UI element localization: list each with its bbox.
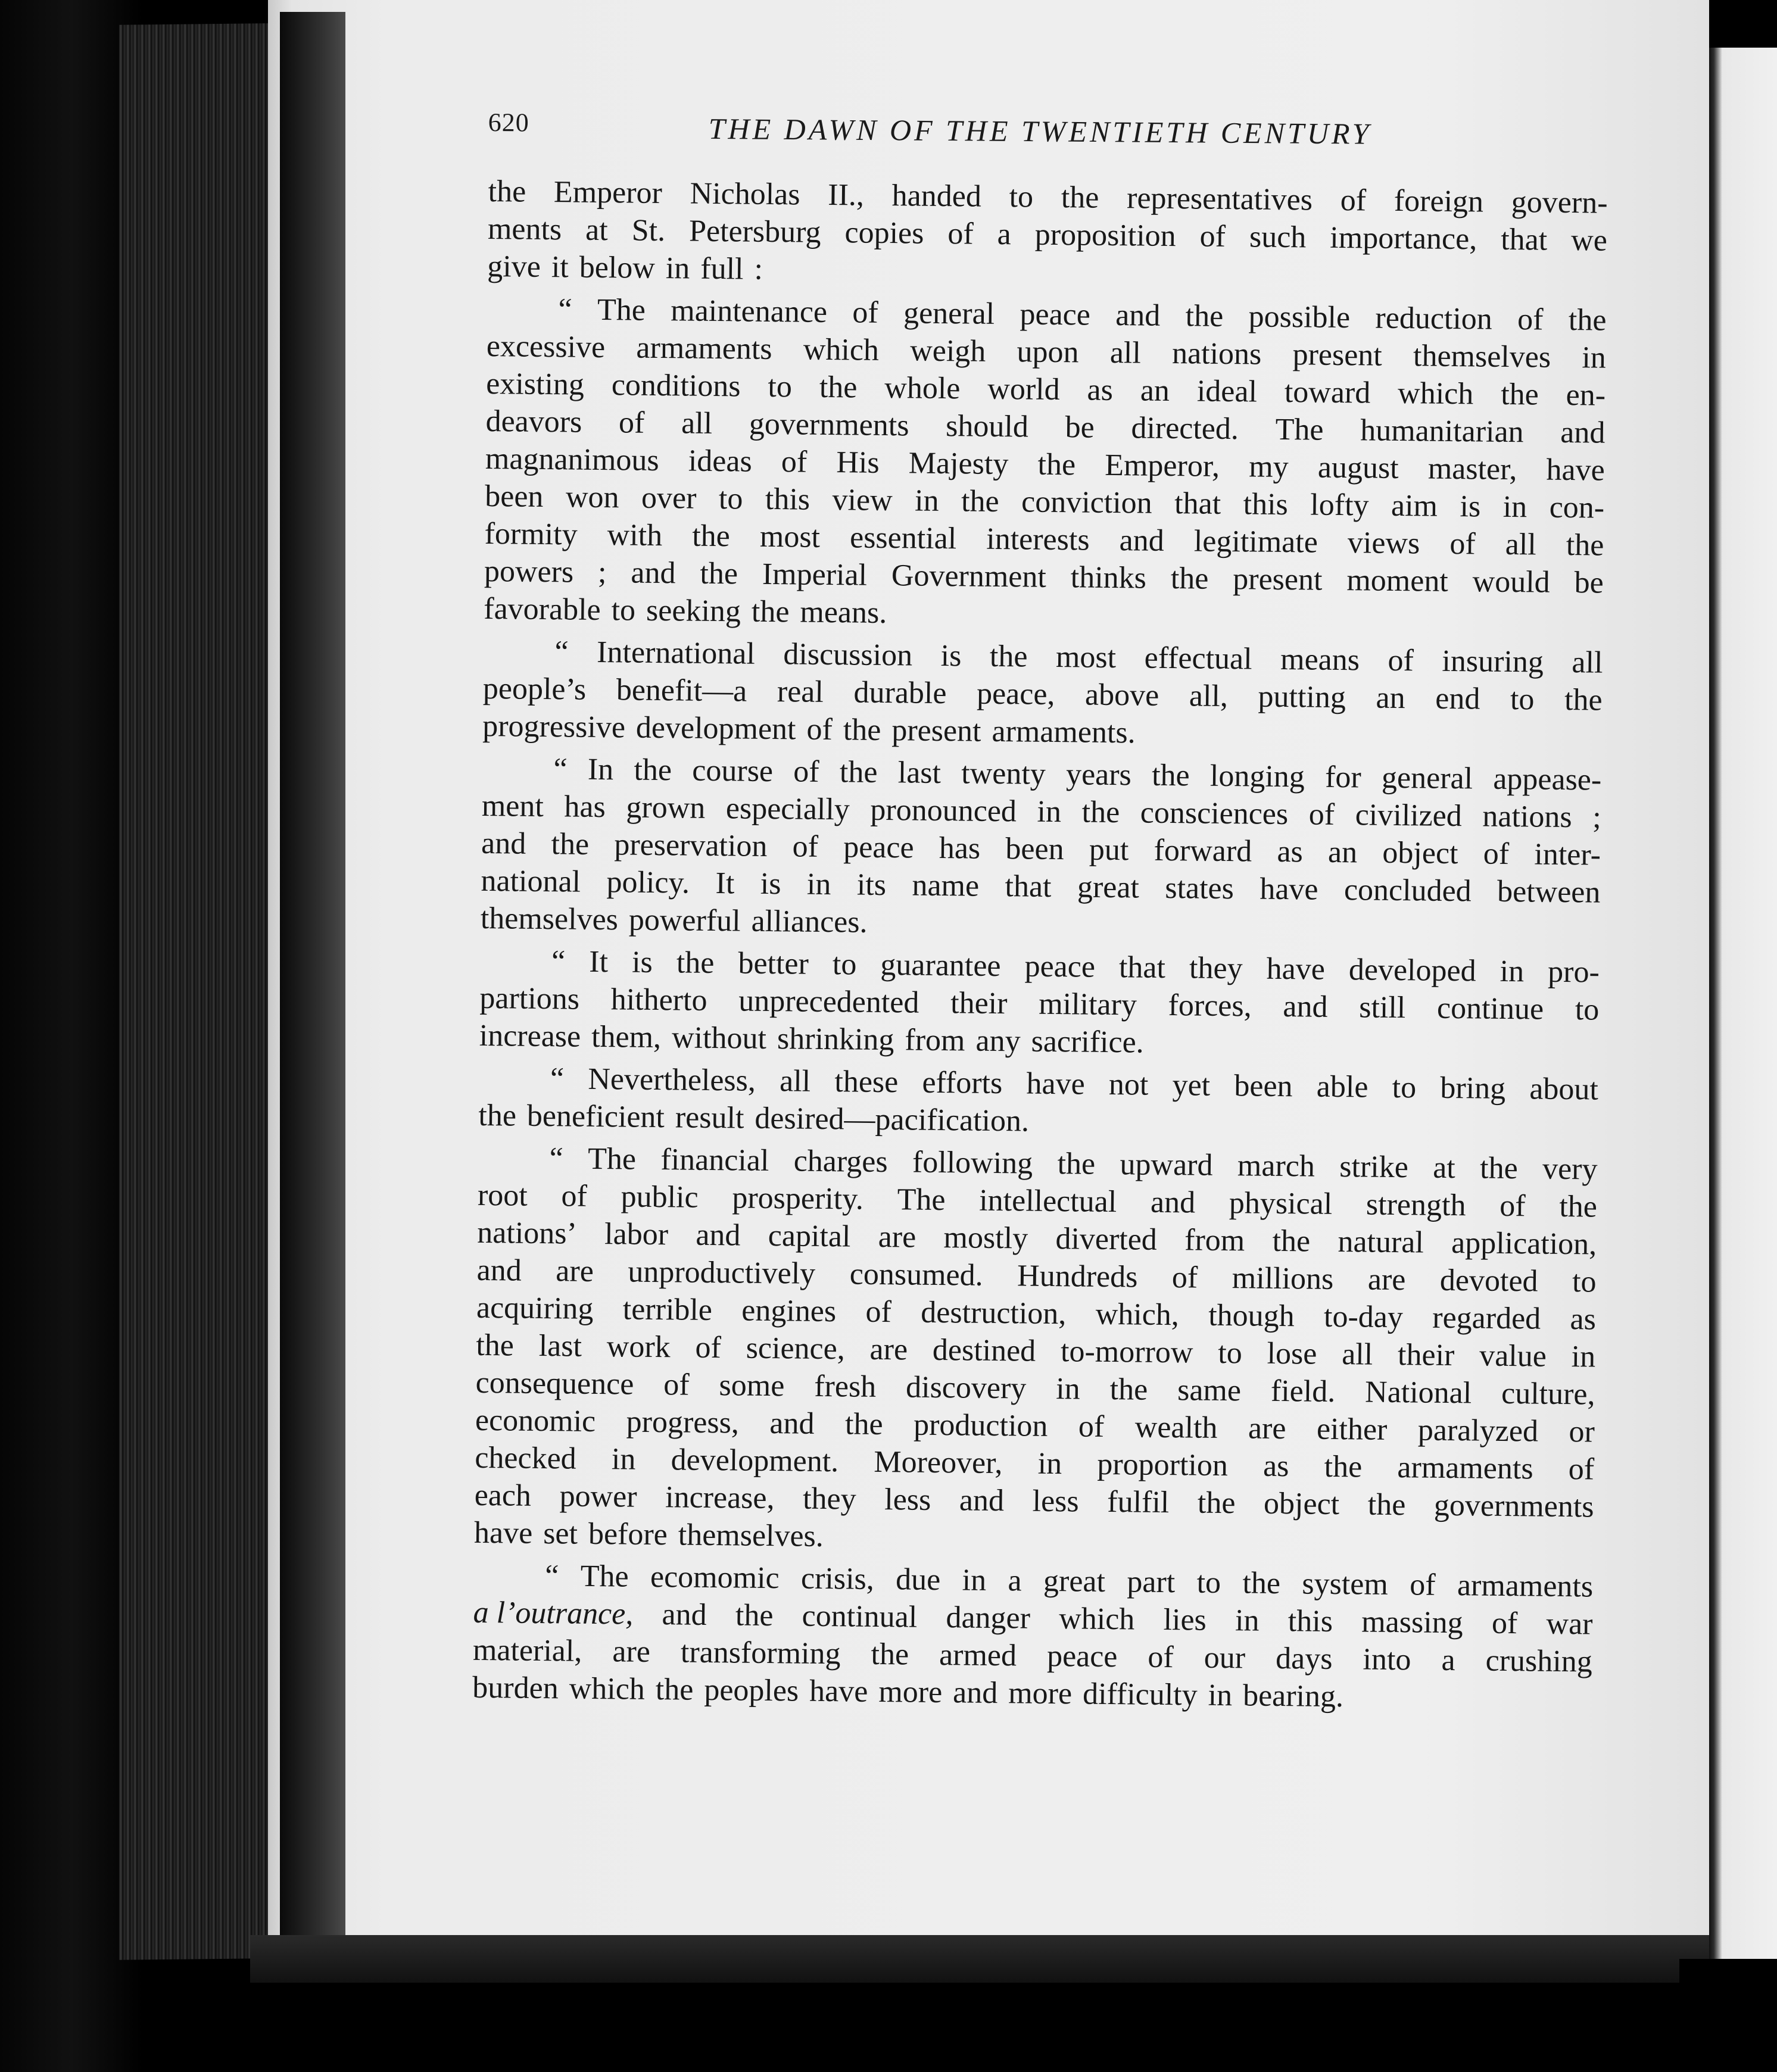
text-line: “ The financial charges following the upward march strike at the very xyxy=(549,1141,1598,1187)
text-line: each power increase, they less and less fulfil the object the governments xyxy=(474,1478,1594,1524)
text-line: have set before themselves. xyxy=(473,1515,824,1554)
text-line: excessive armaments which weigh upon all nations present themselves in xyxy=(486,329,1607,375)
text-line: a l’outrance, and the continual danger which lies in this massing of war xyxy=(473,1595,1593,1642)
text-line: deavors of all governments should be directed. The humanitarian and xyxy=(485,404,1605,450)
text-line: the beneficient result desired—pacification. xyxy=(478,1098,1030,1138)
body-text xyxy=(472,173,1608,1723)
page-number: 620 xyxy=(488,107,529,138)
text-line: national policy. It is in its name that great states have concluded between xyxy=(481,863,1601,910)
text-line: economic progress, and the production of wealth are either paralyzed or xyxy=(475,1403,1595,1449)
text-line: “ In the course of the last twenty years the longing for general appease- xyxy=(553,752,1602,797)
paragraph xyxy=(482,632,1603,757)
paragraph xyxy=(479,942,1600,1066)
paragraph xyxy=(472,1556,1594,1718)
paragraph xyxy=(474,1139,1598,1564)
text-line: “ The maintenance of general peace and the possible reduction of the xyxy=(558,292,1607,338)
text-line: progressive development of the present armaments. xyxy=(482,709,1136,750)
text-line: existing conditions to the whole world as an ideal toward which the en- xyxy=(485,366,1606,413)
text-line: material, are transforming the armed peace of our days into a crushing xyxy=(472,1633,1593,1679)
facing-page-shadow xyxy=(1679,1959,1777,2072)
text-line: themselves powerful alliances. xyxy=(480,901,868,940)
page-bottom-shadow xyxy=(250,1935,1709,1983)
text-line: been won over to this view in the conviction that this lofty aim is in con- xyxy=(485,479,1605,525)
paragraph xyxy=(481,750,1602,949)
text-line: consequence of some fresh discovery in the same field. National culture, xyxy=(475,1365,1595,1412)
text-line: “ The ecomomic crisis, due in a great part to the system of armaments xyxy=(545,1559,1594,1604)
text-line: nations’ labor and capital are mostly diverted from the natural application, xyxy=(477,1215,1597,1262)
paragraph xyxy=(478,1059,1598,1146)
text-line: give it below in full : xyxy=(487,249,763,286)
text-line: burden which the peoples have more and more difficulty in bearing. xyxy=(472,1670,1344,1714)
text-line: formity with the most essential interests and legitimate views of all the xyxy=(484,516,1604,563)
text-line: and are unproductively consumed. Hundreds of millions are devoted to xyxy=(476,1253,1597,1299)
paragraph xyxy=(484,290,1607,639)
text-line: partions hitherto unprecedented their military forces, and still continue to xyxy=(479,981,1600,1027)
text-line: checked in development. Moreover, in proportion as the armaments of xyxy=(475,1440,1595,1487)
running-title: THE DAWN OF THE TWENTIETH CENTURY xyxy=(708,111,1372,151)
text-line: increase them, without shrinking from any sacrifice. xyxy=(479,1018,1145,1060)
text-line: acquiring terrible engines of destruction, which, though to-day regarded as xyxy=(476,1290,1597,1337)
text-line: powers ; and the Imperial Government thinks the present moment would be xyxy=(484,554,1604,600)
text-line: “ It is the better to guarantee peace that they have developed in pro- xyxy=(551,944,1600,990)
text-line: favorable to seeking the means. xyxy=(484,591,887,631)
text-line: the last work of science, are destined to-morrow to lose all their value in xyxy=(476,1328,1596,1374)
text-line: ment has grown especially pronounced in the consciences of civilized nations ; xyxy=(481,788,1602,835)
text-line: magnanimous ideas of His Majesty the Emperor, my august master, have xyxy=(485,441,1605,488)
page-header xyxy=(488,107,1667,170)
text-line: “ Nevertheless, all these efforts have not yet been able to bring about xyxy=(550,1062,1599,1107)
text-line: and the preservation of peace has been put forward as an object of inter- xyxy=(481,826,1601,872)
text-line: ments at St. Petersburg copies of a proposition of such importance, that we xyxy=(487,211,1608,258)
facing-page-edge xyxy=(1709,48,1777,1959)
text-line: the Emperor Nicholas II., handed to the representatives of foreign govern- xyxy=(488,174,1608,220)
spine-shadow xyxy=(280,12,345,1971)
text-line: people’s benefit—a real durable peace, above all, putting an end to the xyxy=(482,671,1603,717)
paragraph xyxy=(487,173,1608,297)
text-line: “ International discussion is the most effectual means of insuring all xyxy=(554,635,1603,680)
text-line: root of public prosperity. The intellectual and physical strength of the xyxy=(477,1178,1598,1224)
